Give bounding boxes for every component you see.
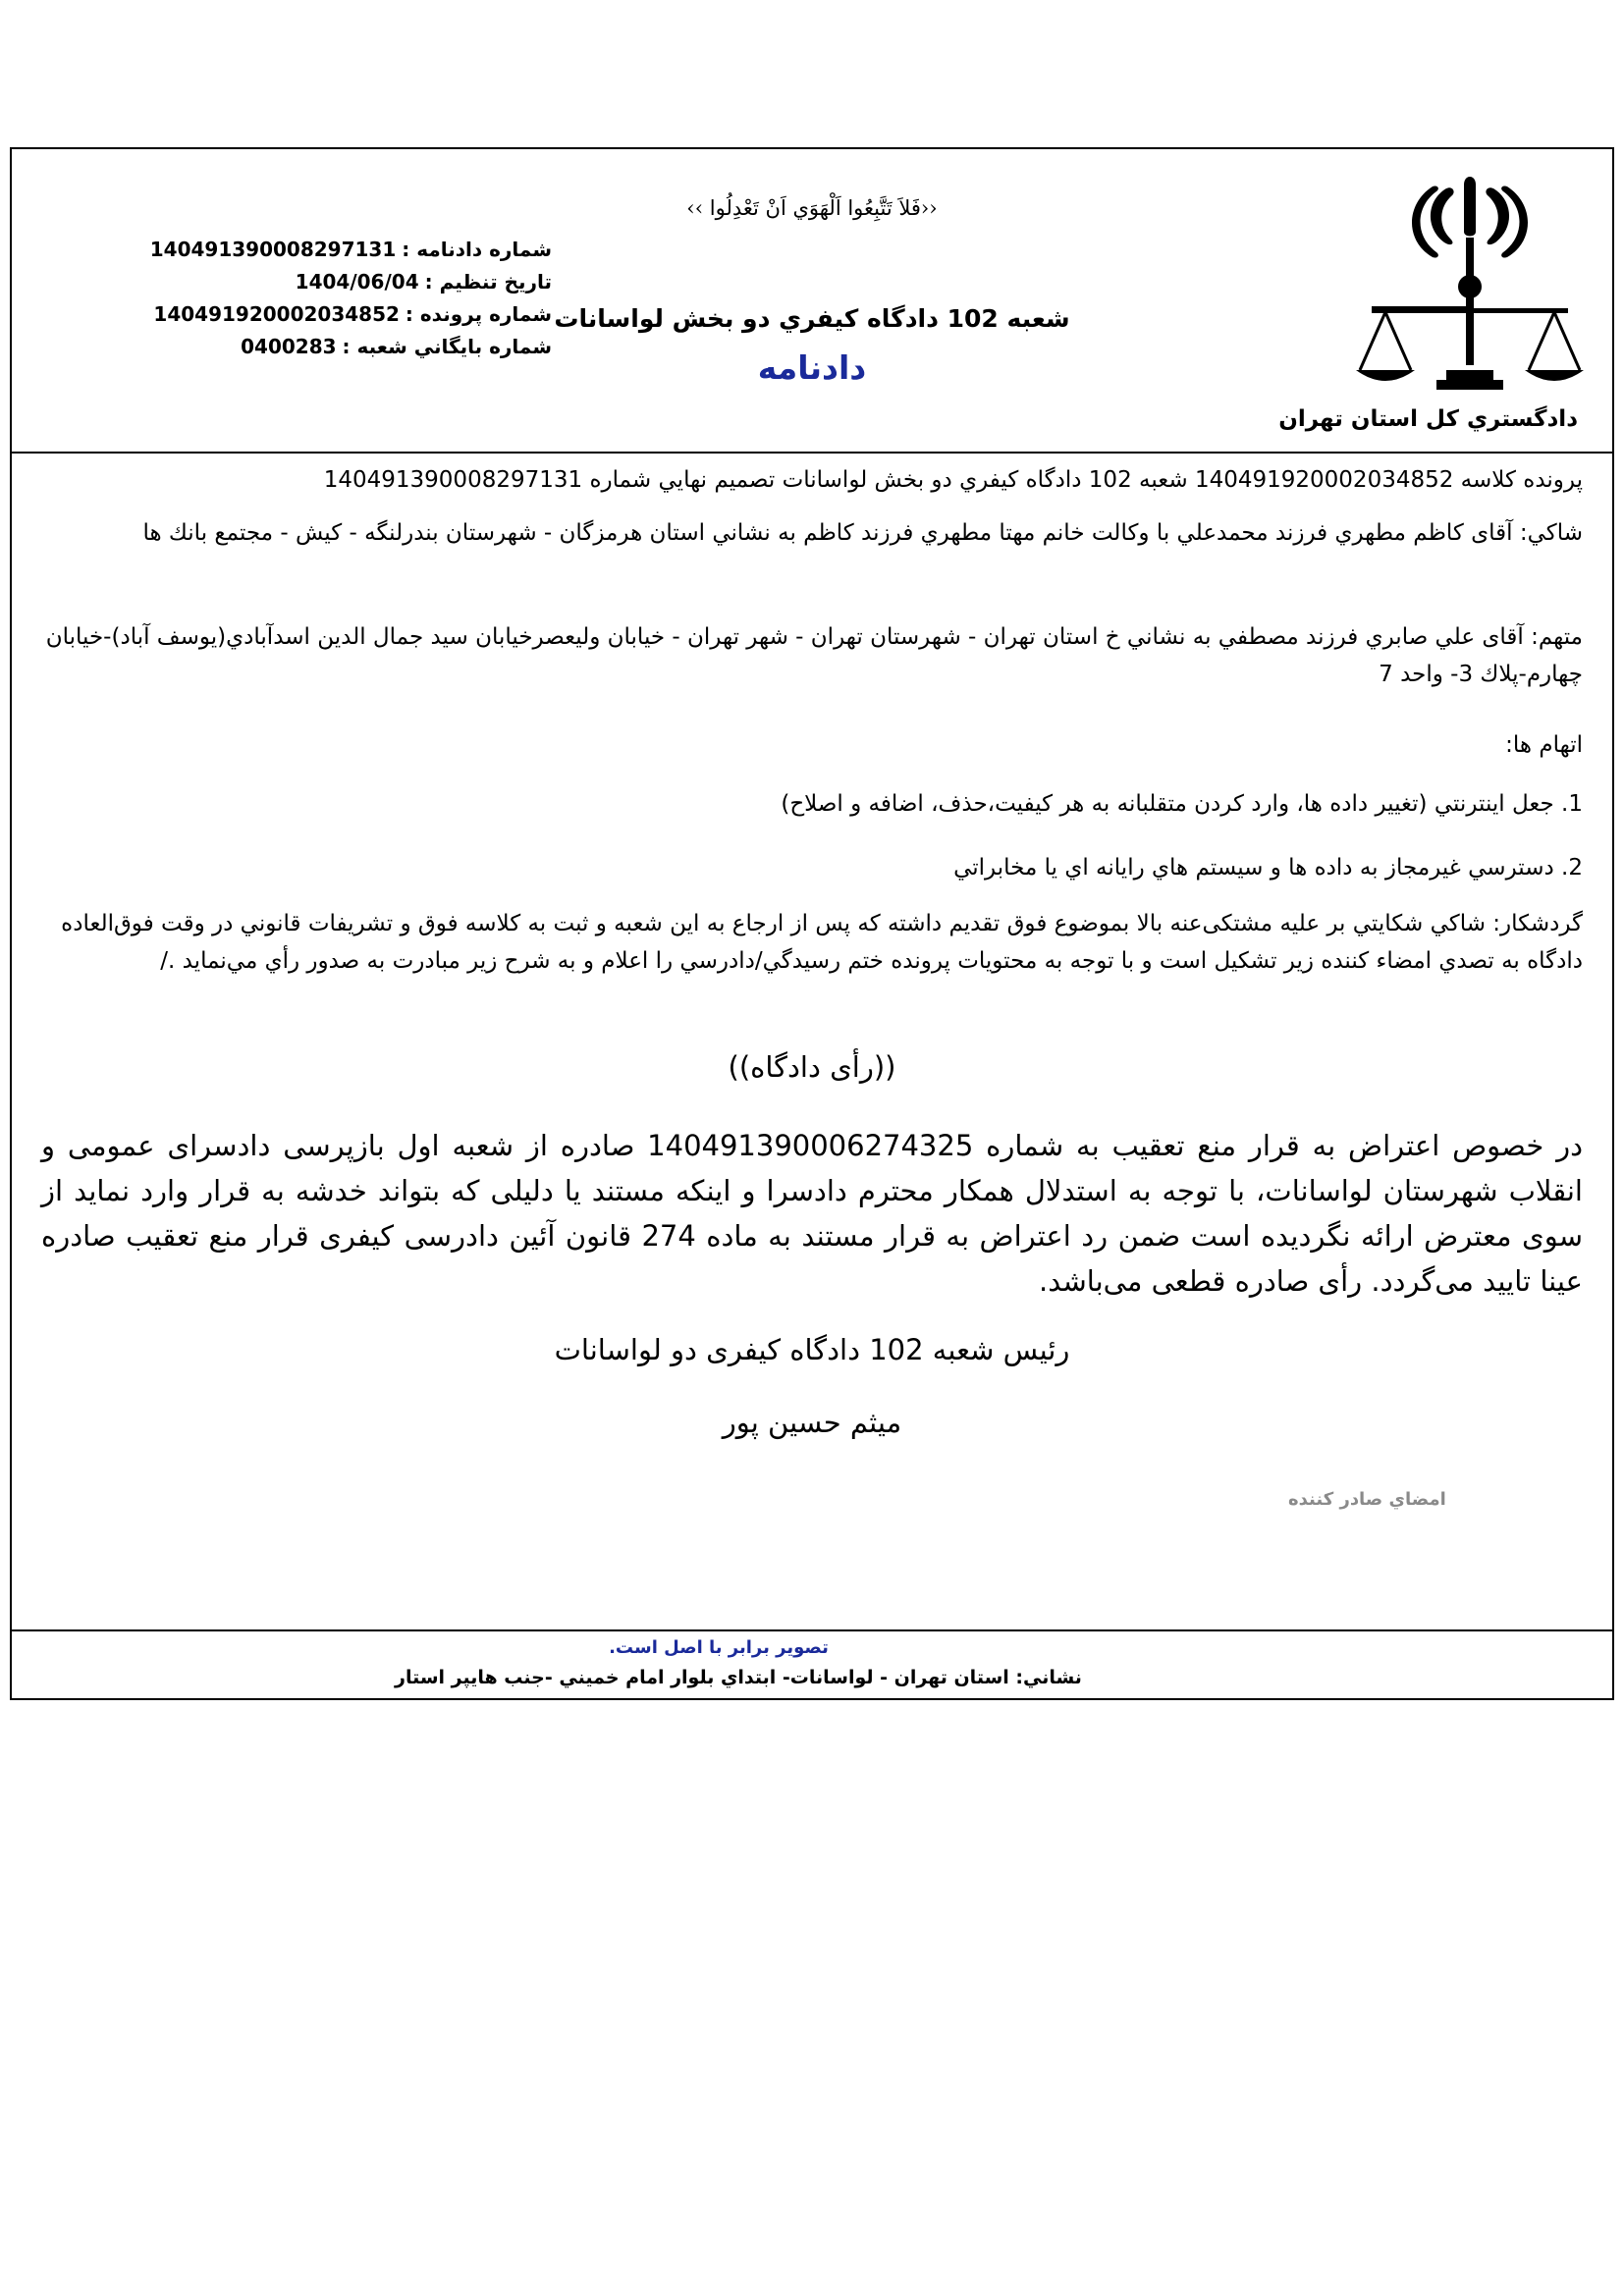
accused-info: متهم: آقای علي صابري فرزند مصطفي به نشاني خ استان تهران - شهرستان تهران - شهر تهران - خيابان وليعصرخيابان سيد جمال الدين اسدآبادي(يوسف آباد)-خيابان چهارم-پلاك 3- واحد 7 xyxy=(45,624,1583,687)
judge-title: رئیس شعبه 102 دادگاه کیفری دو لواسانات xyxy=(554,1333,1070,1366)
meta-label: شماره بايگاني شعبه : xyxy=(342,335,552,358)
meta-value: 140491390008297131 xyxy=(149,238,397,261)
signer-label: امضاي صادر كننده xyxy=(1288,1489,1446,1510)
organization-name: دادگستري كل استان تهران xyxy=(1278,406,1578,432)
court-branch: شعبه 102 دادگاه كيفري دو بخش لواسانات xyxy=(554,304,1070,333)
case-line: پرونده كلاسه 140491920002034852 شعبه 102 دادگاه كيفري دو بخش لواسانات تصميم نهايي شماره 140491390008297131 xyxy=(323,467,1583,493)
verdict-heading: ((رأی دادگاه)) xyxy=(728,1050,896,1084)
case-summary: گردشكار: شاكي شكايتي بر عليه مشتكی‌عنه بالا بموضوع فوق تقديم داشته كه پس از ارجاع به اين شعبه و ثبت به كلاسه فوق و تشريفات قانوني در وقت فوق‌العاده دادگاه به تصدي امضاء كننده زير تشكيل است و با توجه به محتويات پرونده ختم رسيدگي/دادرسي را اعلام و به شرح زير مبادرت به صدور رأي مي‌نمايد ./ xyxy=(61,911,1583,974)
verdict-document xyxy=(10,147,1614,1700)
plaintiff-info: شاكي: آقای كاظم مطهري فرزند محمدعلي با وكالت خانم مهتا مطهري فرزند كاظم به نشاني استان هرمزگان - شهرستان بندرلنگه - كيش - مجتمع بانك ها xyxy=(142,520,1583,546)
court-address: نشاني: استان تهران - لواسانات- ابتداي بلوار امام خميني -جنب هايپر استار xyxy=(395,1667,1082,1688)
charges-label: اتهام ها: xyxy=(1505,732,1583,758)
meta-label: شماره دادنامه : xyxy=(402,238,552,261)
judge-name: میثم حسین پور xyxy=(722,1406,902,1439)
document-footer xyxy=(12,1629,1612,1700)
meta-value: 140491920002034852 xyxy=(153,302,400,326)
document-header xyxy=(12,149,1612,454)
meta-label: شماره پرونده : xyxy=(405,302,552,326)
meta-value: 1404/06/04 xyxy=(295,270,419,294)
charge-item: 1. جعل اينترنتي (تغيير داده ها، وارد كردن متقلبانه به هر كيفيت،حذف، اضافه و اصلاح) xyxy=(781,791,1583,817)
judiciary-scales-emblem-icon xyxy=(1352,169,1588,400)
charge-item: 2. دسترسي غيرمجاز به داده ها و سيستم هاي رايانه اي يا مخابراتي xyxy=(953,855,1583,881)
meta-value: 0400283 xyxy=(241,335,337,358)
header-verse: ‹‹فَلاَ تَتَّبِعُوا اَلْهَوَي اَنْ تَعْدِلُوا ›› xyxy=(686,196,938,220)
meta-row-date xyxy=(110,266,552,298)
certified-copy-note: تصوير برابر با اصل است. xyxy=(609,1637,829,1658)
document-title: دادنامه xyxy=(757,348,867,387)
meta-label: تاريخ تنظيم : xyxy=(424,270,552,294)
meta-row-verdict-number xyxy=(110,234,552,266)
meta-row-archive-number xyxy=(110,331,552,363)
meta-row-case-number xyxy=(110,298,552,331)
verdict-text: در خصوص اعتراض به قرار منع تعقیب به شماره 140491390006274325 صادره از شعبه اول بازپرسی دادسرای عمومی و انقلاب شهرستان لواسانات، با توجه به استدلال همکار محترم دادسرا و اینکه مستند یا دلیلی که بتواند خدشه به قرار وارد نماید از سوی معترض ارائه نگردیده است ضمن رد اعتراض به قرار مستند به ماده 274 قانون آئین دادرسی کیفری قرار منع تعقیب صادره عینا تایید می‌گردد. رأی صادره قطعی می‌باشد. xyxy=(41,1129,1583,1298)
document-meta xyxy=(110,234,552,363)
